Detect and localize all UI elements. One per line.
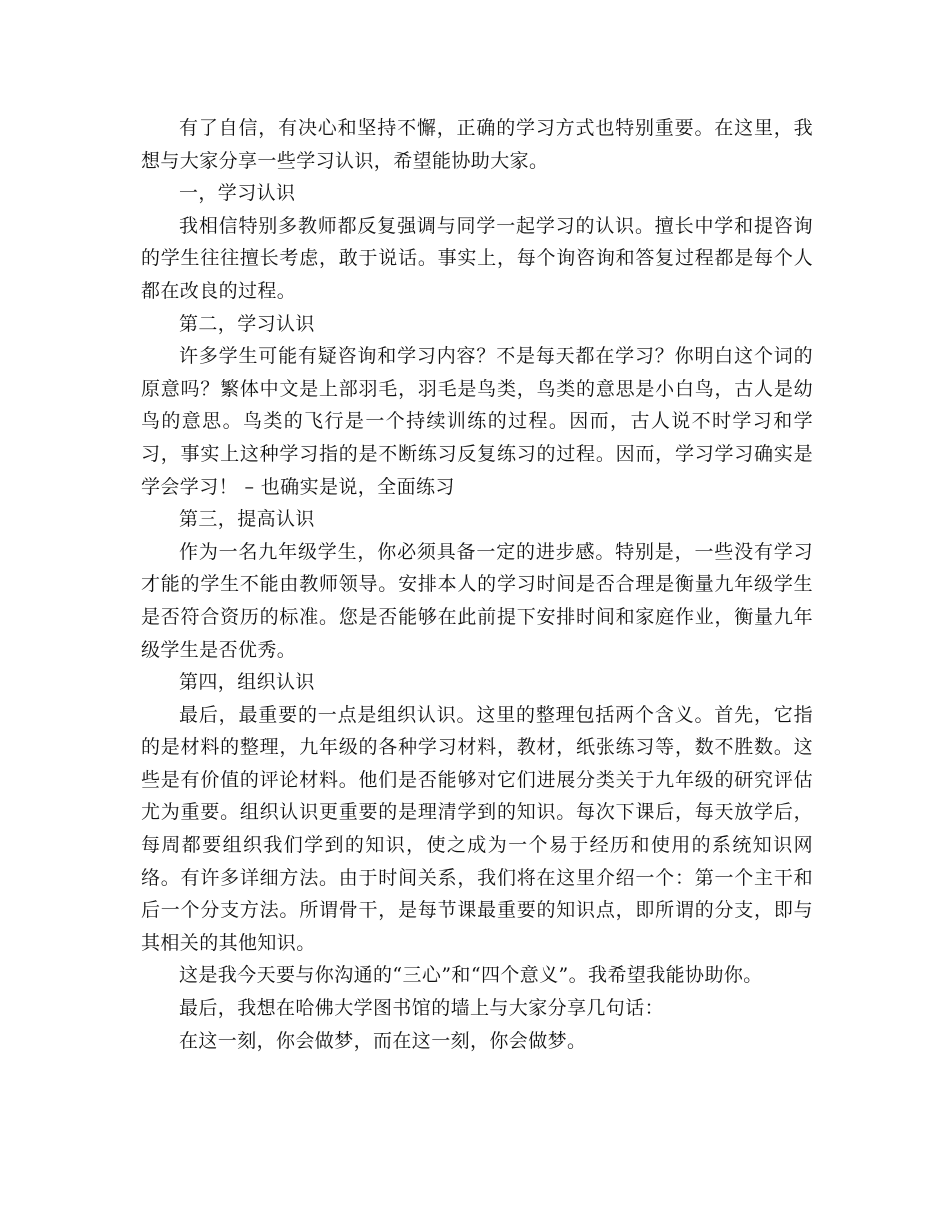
paragraph-harvard-intro: 最后，我想在哈佛大学图书馆的墙上与大家分享几句话： <box>179 997 665 1020</box>
paragraph-section-1: 我相信特别多教师都反复强调与同学一起学习的认识。擅长中学和提咨询的学生往往擅长考虑，敢于说话。事实上，每个询咨询和答复过程都是每个人都在改良的过程。 <box>141 214 813 302</box>
paragraph-section-4: 最后，最重要的一点是组织认识。这里的整理包括两个含义。首先，它指的是材料的整理，九年级的各种学习材料，教材，纸张练习等，数不胜数。这些是有价值的评论材料。他们是否能够对它们进展分类关于九年级的研究评估尤为重要。组织认识更重要的是理清学到的知识。每次下课后，每天放学后，每周都要组织我们学到的知识，使之成为一个易于经历和使用的系统知识网络。有许多详细方法。由于时间关系，我们将在这里介绍一个：第一个主干和后一个分支方法。所谓骨干，是每节课最重要的知识点，即所谓的分支，即与其相关的其他知识。 <box>141 703 813 954</box>
section-heading-3: 第三，提高认识 <box>179 508 315 531</box>
section-heading-1: 一，学习认识 <box>179 182 296 205</box>
paragraph-conclusion: 这是我今天要与你沟通的“三心”和“四个意义”。我希望我能协助你。 <box>179 964 763 987</box>
paragraph-intro: 有了自信，有决心和坚持不懈，正确的学习方式也特别重要。在这里，我想与大家分享一些学习认识，希望能协助大家。 <box>141 117 813 172</box>
paragraph-section-3: 作为一名九年级学生，你必须具备一定的进步感。特别是，一些没有学习才能的学生不能由教师领导。安排本人的学习时间是否合理是衡量九年级学生是否符合资历的标准。您是否能够在此前提下安排时间和家庭作业，衡量九年级学生是否优秀。 <box>141 540 813 661</box>
section-heading-2: 第二，学习认识 <box>179 312 315 335</box>
paragraph-quote: 在这一刻，你会做梦，而在这一刻，你会做梦。 <box>179 1029 587 1052</box>
section-heading-4: 第四，组织认识 <box>179 671 315 694</box>
document-body <box>141 112 813 1057</box>
paragraph-section-2: 许多学生可能有疑咨询和学习内容？不是每天都在学习？你明白这个词的原意吗？繁体中文是上部羽毛，羽毛是鸟类，鸟类的意思是小白鸟，古人是幼鸟的意思。鸟类的飞行是一个持续训练的过程。因而，古人说不时学习和学习，事实上这种学习指的是不断练习反复练习的过程。因而，学习学习确实是学会学习！ – 也确实是说，全面练习 <box>141 345 813 498</box>
